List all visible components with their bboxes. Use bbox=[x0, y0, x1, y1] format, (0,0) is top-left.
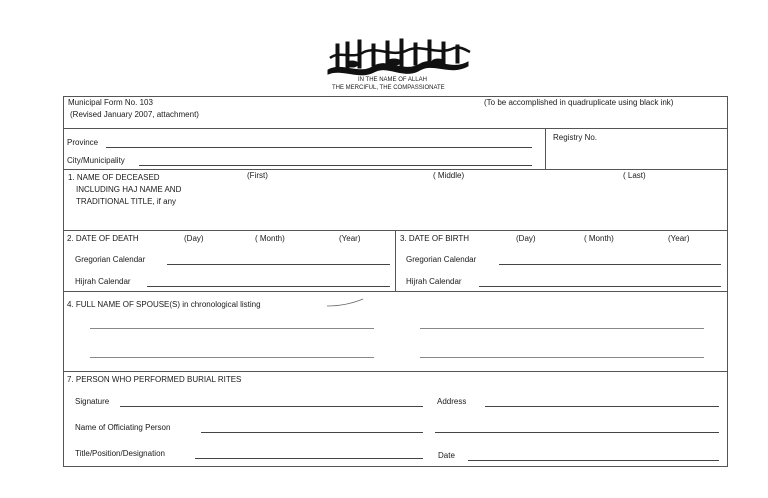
death-label: 2. DATE OF DEATH bbox=[67, 234, 139, 243]
death-day: (Day) bbox=[184, 234, 204, 243]
registry-divider bbox=[545, 128, 546, 169]
name-middle-header: ( Middle) bbox=[433, 171, 465, 180]
burial-label: 7. PERSON WHO PERFORMED BURIAL RITES bbox=[67, 375, 242, 384]
birth-month: ( Month) bbox=[584, 234, 614, 243]
form-number: Municipal Form No. 103 bbox=[68, 98, 153, 107]
calligraphy-logo-icon bbox=[322, 36, 474, 80]
header-line-1: IN THE NAME OF ALLAH bbox=[358, 77, 427, 83]
spouse-label: 4. FULL NAME OF SPOUSE(S) in chronological listing bbox=[67, 300, 261, 309]
birth-year: (Year) bbox=[668, 234, 690, 243]
registry-label: Registry No. bbox=[553, 133, 598, 142]
spouse-field-1[interactable] bbox=[90, 328, 374, 329]
birth-day: (Day) bbox=[516, 234, 536, 243]
form-instruction: (To be accomplished in quadruplicate using black ink) bbox=[484, 98, 674, 107]
province-label: Province bbox=[67, 138, 99, 147]
officiating-field-2[interactable] bbox=[435, 432, 719, 433]
spouse-field-2[interactable] bbox=[420, 328, 704, 329]
pen-stroke-mark bbox=[325, 297, 365, 309]
date-field[interactable] bbox=[468, 460, 719, 461]
death-month: ( Month) bbox=[255, 234, 285, 243]
name-first-header: (First) bbox=[247, 171, 268, 180]
title-position-label: Title/Position/Designation bbox=[75, 449, 165, 458]
death-hijrah-label: Hijrah Calendar bbox=[75, 277, 131, 286]
birth-hijrah-field[interactable] bbox=[479, 286, 721, 287]
death-gregorian-label: Gregorian Calendar bbox=[75, 255, 146, 264]
death-hijrah-field[interactable] bbox=[147, 286, 390, 287]
province-field[interactable] bbox=[106, 147, 532, 148]
officiating-label: Name of Officiating Person bbox=[75, 423, 171, 432]
divider-5 bbox=[64, 371, 727, 372]
divider-4 bbox=[64, 291, 727, 292]
death-year: (Year) bbox=[339, 234, 361, 243]
birth-gregorian-field[interactable] bbox=[499, 264, 721, 265]
birth-hijrah-label: Hijrah Calendar bbox=[406, 277, 462, 286]
date-label: Date bbox=[438, 451, 455, 460]
birth-gregorian-label: Gregorian Calendar bbox=[406, 255, 477, 264]
death-gregorian-field[interactable] bbox=[167, 264, 390, 265]
signature-field[interactable] bbox=[120, 406, 423, 407]
divider-1 bbox=[64, 128, 727, 129]
bismillah-calligraphy bbox=[322, 36, 474, 80]
spouse-field-4[interactable] bbox=[420, 357, 704, 358]
officiating-field[interactable] bbox=[201, 432, 423, 433]
name-label-2: INCLUDING HAJ NAME AND bbox=[76, 185, 182, 194]
title-position-field[interactable] bbox=[195, 458, 423, 459]
city-field[interactable] bbox=[139, 165, 532, 166]
name-label-3: TRADITIONAL TITLE, if any bbox=[76, 197, 177, 206]
name-label-1: 1. NAME OF DECEASED bbox=[68, 173, 160, 182]
spouse-field-3[interactable] bbox=[90, 357, 374, 358]
header-line-2: THE MERCIFUL, THE COMPASSIONATE bbox=[332, 85, 445, 91]
name-last-header: ( Last) bbox=[623, 171, 646, 180]
dates-divider bbox=[395, 230, 396, 291]
signature-label: Signature bbox=[75, 397, 110, 406]
divider-2 bbox=[64, 169, 727, 170]
city-label: City/Municipality bbox=[67, 156, 125, 165]
form-revision: (Revised January 2007, attachment) bbox=[70, 110, 199, 119]
address-label: Address bbox=[437, 397, 467, 406]
address-field[interactable] bbox=[485, 406, 719, 407]
birth-label: 3. DATE OF BIRTH bbox=[400, 234, 470, 243]
